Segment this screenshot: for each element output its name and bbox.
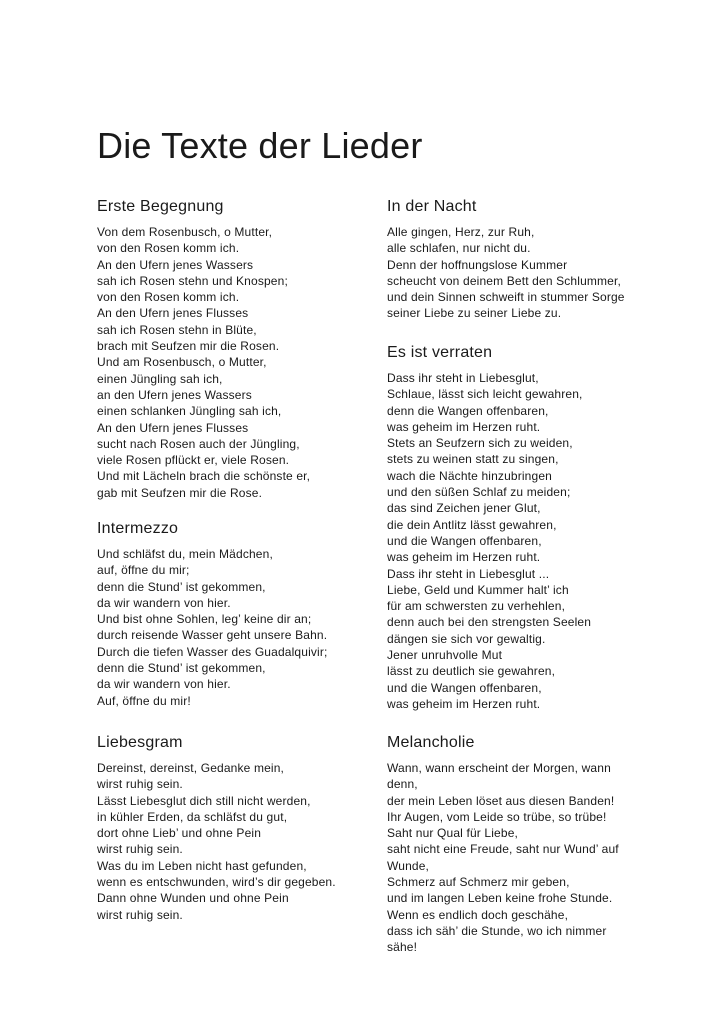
verse-line: Stets an Seufzern sich zu weiden, [387,436,573,451]
verse-line: da wir wandern von hier. [97,595,231,610]
verse-line: der mein Leben löset aus diesen Banden! [387,793,615,808]
verse-line: gab mit Seufzen mir die Rose. [97,485,263,500]
verse-line: alle schlafen, nur nicht du. [387,241,531,256]
verse-line: und dein Sinnen schweift in stummer Sorge [387,290,625,305]
verse-line: Und am Rosenbusch, o Mutter, [97,355,267,370]
verse-line: wirst ruhig sein. [97,907,183,922]
verse-line: an den Ufern jenes Wassers [97,387,252,402]
verse-line: denn auch bei den strengsten Seelen [387,615,592,630]
song-es-ist-verraten [387,344,662,712]
verse-line: denn die Wangen offenbaren, [387,403,549,418]
song-liebesgram [97,734,372,923]
song-in-der-nacht [387,198,662,322]
song-lines [387,224,662,322]
verse-line: Von dem Rosenbusch, o Mutter, [97,225,273,239]
verse-line: und im langen Leben keine frohe Stunde. [387,891,613,906]
verse-line: seiner Liebe zu seiner Liebe zu. [387,306,562,321]
verse-line: dass ich säh’ die Stunde, wo ich nimmer [387,923,607,938]
verse-line: einen Jüngling sah ich, [97,371,223,386]
verse-line: saht nicht eine Freude, saht nur Wund’ auf [387,842,619,857]
song-lines [97,546,372,709]
song-melancholie [387,734,662,956]
verse-line: was geheim im Herzen ruht. [387,550,541,565]
verse-line: dängen sie sich vor gewaltig. [387,631,546,646]
verse-line: wach die Nächte hinzubringen [387,468,552,483]
song-lines [387,370,662,712]
verse-line: denn die Stund’ ist gekommen, [97,579,266,594]
verse-line: An den Ufern jenes Wassers [97,257,254,272]
song-title: Es ist verraten [387,344,493,361]
verse-line: viele Rosen pflückt er, viele Rosen. [97,453,290,468]
verse-line: Wenn es endlich doch geschähe, [387,907,569,922]
verse-line: sucht nach Rosen auch der Jüngling, [97,436,300,451]
verse-line: Durch die tiefen Wasser des Guadalquivir; [97,644,328,659]
verse-line: Lässt Liebesglut dich still nicht werden, [97,793,311,808]
verse-line: in kühler Erden, da schläfst du gut, [97,809,288,824]
verse-line: was geheim im Herzen ruht. [387,696,541,711]
verse-line: wirst ruhig sein. [97,777,183,792]
verse-line: von den Rosen komm ich. [97,241,240,256]
verse-line: Dass ihr steht in Liebesglut ... [387,566,550,581]
verse-line: für am schwersten zu verhehlen, [387,599,566,614]
verse-line: wenn es entschwunden, wird’s dir gegeben. [97,875,336,890]
verse-line: einen schlanken Jüngling sah ich, [97,404,282,419]
verse-line: wirst ruhig sein. [97,842,183,857]
verse-line: denn die Stund’ ist gekommen, [97,661,266,676]
verse-line: Und bist ohne Sohlen, leg’ keine dir an; [97,612,312,627]
verse-line: das sind Zeichen jener Glut, [387,501,541,516]
song-erste-begegnung [97,198,372,501]
verse-line: und die Wangen offenbaren, [387,680,542,695]
verse-line: Ihr Augen, vom Leide so trübe, so trübe! [387,809,607,824]
verse-line: dort ohne Lieb’ und ohne Pein [97,826,262,841]
verse-line: sah ich Rosen stehn in Blüte, [97,322,257,337]
verse-line: Und mit Lächeln brach die schönste er, [97,469,311,484]
verse-line: brach mit Seufzen mir die Rosen. [97,339,280,354]
verse-line: Dass ihr steht in Liebesglut, [387,371,539,385]
verse-line: Was du im Leben nicht hast gefunden, [97,858,307,873]
verse-line: was geheim im Herzen ruht. [387,419,541,434]
page-title: Die Texte der Lieder [97,125,423,166]
verse-line: lässt zu deutlich sie gewahren, [387,664,556,679]
verse-line: Dereinst, dereinst, Gedanke mein, [97,761,285,775]
verse-line: Schlaue, lässt sich leicht gewahren, [387,387,583,402]
verse-line: Schmerz auf Schmerz mir geben, [387,875,570,890]
song-title: Liebesgram [97,734,183,751]
verse-line: stets zu weinen statt zu singen, [387,452,559,467]
verse-line: Liebe, Geld und Kummer halt’ ich [387,582,569,597]
verse-line: auf, öffne du mir; [97,563,190,578]
verse-line: sah ich Rosen stehn und Knospen; [97,273,288,288]
song-title: In der Nacht [387,198,477,215]
verse-line: Denn der hoffnungslose Kummer [387,257,568,272]
verse-line: Saht nur Qual für Liebe, [387,826,519,841]
verse-line: scheucht von deinem Bett den Schlummer, [387,273,621,288]
verse-line: Auf, öffne du mir! [97,693,191,708]
verse-line: von den Rosen komm ich. [97,290,240,305]
verse-line: durch reisende Wasser geht unsere Bahn. [97,628,328,643]
verse-line: und den süßen Schlaf zu meiden; [387,485,571,500]
song-lines [97,760,372,923]
verse-line: und die Wangen offenbaren, [387,533,542,548]
verse-line: Dann ohne Wunden und ohne Pein [97,891,289,906]
verse-line: denn, [387,777,418,792]
verse-line: Jener unruhvolle Mut [387,648,503,663]
verse-line: Wann, wann erscheint der Morgen, wann [387,761,611,775]
verse-line: die dein Antlitz lässt gewahren, [387,517,557,532]
song-title: Melancholie [387,734,475,751]
song-title: Intermezzo [97,520,179,537]
verse-line: An den Ufern jenes Flusses [97,420,249,435]
song-lines [387,760,662,956]
song-title: Erste Begegnung [97,198,224,215]
verse-line: An den Ufern jenes Flusses [97,306,249,321]
verse-line: da wir wandern von hier. [97,677,231,692]
verse-line: Wunde, [387,858,430,873]
verse-line: Alle gingen, Herz, zur Ruh, [387,225,535,239]
verse-line: Und schläfst du, mein Mädchen, [97,547,273,561]
song-lines [97,224,372,501]
song-intermezzo [97,520,372,709]
verse-line: sähe! [387,940,418,955]
